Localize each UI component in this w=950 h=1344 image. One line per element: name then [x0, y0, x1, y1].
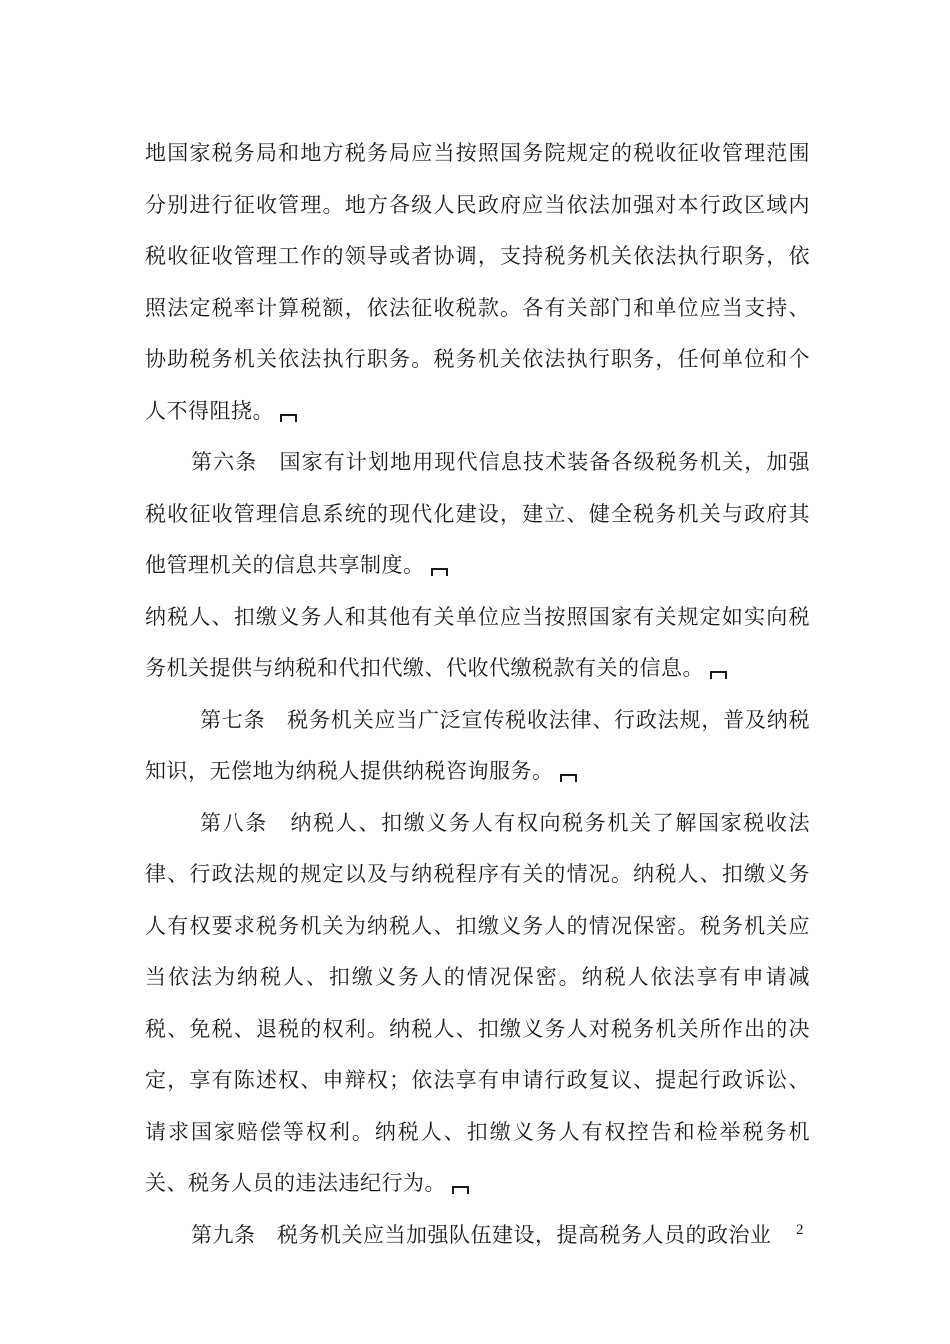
- paragraph-text: 第九条 税务机关应当加强队伍建设，提高税务人员的政治业: [191, 1222, 772, 1247]
- paragraph-mark-icon: [452, 1186, 469, 1194]
- paragraph-mark-icon: [710, 671, 727, 679]
- paragraph-mark-icon: [431, 568, 448, 576]
- page-number: 2: [796, 1222, 804, 1238]
- paragraph-text: 纳税人、扣缴义务人和其他有关单位应当按照国家有关规定如实向税务机关提供与纳税和代扣代缴、代收代缴税款有关的信息。: [145, 604, 810, 680]
- paragraph-mark-icon: [560, 774, 577, 782]
- article-6: [145, 437, 810, 592]
- article-7: [145, 695, 810, 798]
- paragraph-text: 第六条 国家有计划地用现代信息技术装备各级税务机关，加强税收征收管理信息系统的现代化建设，建立、健全税务机关与政府其他管理机关的信息共享制度。: [145, 450, 810, 577]
- paragraph-mark-icon: [280, 414, 297, 422]
- paragraph-text: 第八条 纳税人、扣缴义务人有权向税务机关了解国家税收法律、行政法规的规定以及与纳税程序有关的情况。纳税人、扣缴义务人有权要求税务机关为纳税人、扣缴义务人的情况保密。税务机关应当依法为纳税人、扣缴义务人的情况保密。纳税人依法享有申请减税、免税、退税的权利。纳税人、扣缴义务人对税务机关所作出的决定，享有陈述权、申辩权；依法享有申请行政复议、提起行政诉讼、请求国家赔偿等权利。纳税人、扣缴义务人有权控告和检举税务机关、税务人员的违法违纪行为。: [145, 810, 810, 1195]
- paragraph-text: 地国家税务局和地方税务局应当按照国务院规定的税收征收管理范围分别进行征收管理。地方各级人民政府应当依法加强对本行政区域内税收征收管理工作的领导或者协调，支持税务机关依法执行职务，依照法定税率计算税额，依法征收税款。各有关部门和单位应当支持、协助税务机关依法执行职务。税务机关依法执行职务，任何单位和个人不得阻挠。: [145, 141, 810, 423]
- paragraph-text: 第七条 税务机关应当广泛宣传税收法律、行政法规，普及纳税知识，无偿地为纳税人提供纳税咨询服务。: [145, 707, 810, 783]
- body-text: [145, 128, 810, 1261]
- article-8: [145, 798, 810, 1210]
- article-9: [145, 1210, 810, 1262]
- article-6-clause-2: [145, 592, 810, 695]
- paragraph-continuation: [145, 128, 810, 437]
